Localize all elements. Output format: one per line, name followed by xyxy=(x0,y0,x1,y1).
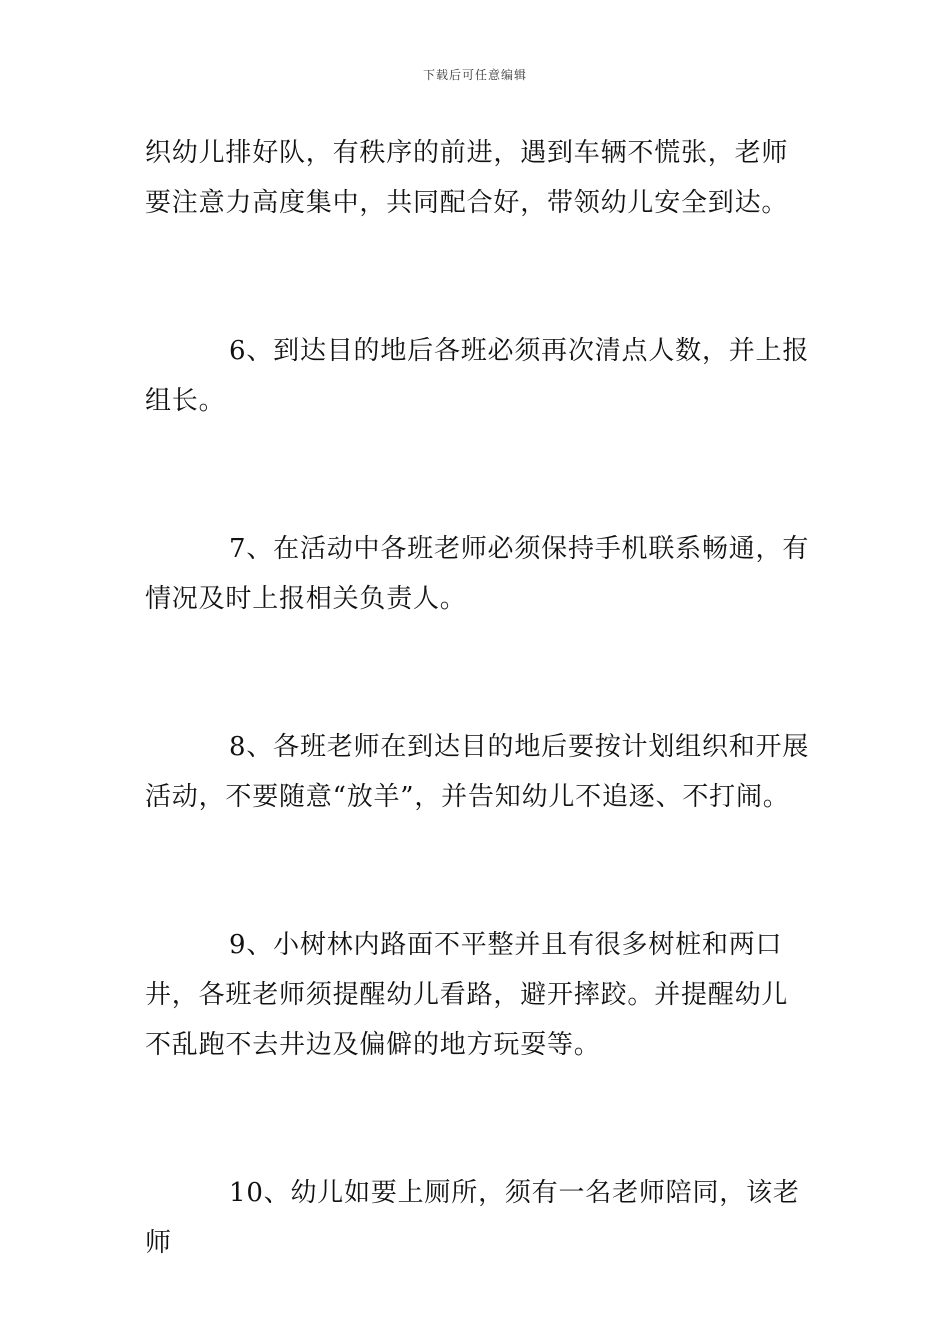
page-header-note: 下载后可任意编辑 xyxy=(422,68,527,82)
paragraph-item-8: 8、各班老师在到达目的地后要按计划组织和开展活动，不要随意“放羊”，并告知幼儿不追逐、不打闹。 xyxy=(145,732,810,812)
paragraph-item-7: 7、在活动中各班老师必须保持手机联系畅通，有情况及时上报相关负责人。 xyxy=(145,534,810,614)
paragraph-item-10: 10、幼儿如要上厕所，须有一名老师陪同，该老师 xyxy=(145,1178,800,1258)
document-body xyxy=(145,128,810,1268)
paragraph-continuation: 织幼儿排好队，有秩序的前进，遇到车辆不慌张，老师要注意力高度集中，共同配合好，带领幼儿安全到达。 xyxy=(145,138,789,218)
paragraph-item-9: 9、小树林内路面不平整并且有很多树桩和两口井，各班老师须提醒幼儿看路，避开摔跤。并提醒幼儿不乱跑不去井边及偏僻的地方玩耍等。 xyxy=(145,930,789,1060)
paragraph-item-6: 6、到达目的地后各班必须再次清点人数，并上报组长。 xyxy=(145,336,810,416)
